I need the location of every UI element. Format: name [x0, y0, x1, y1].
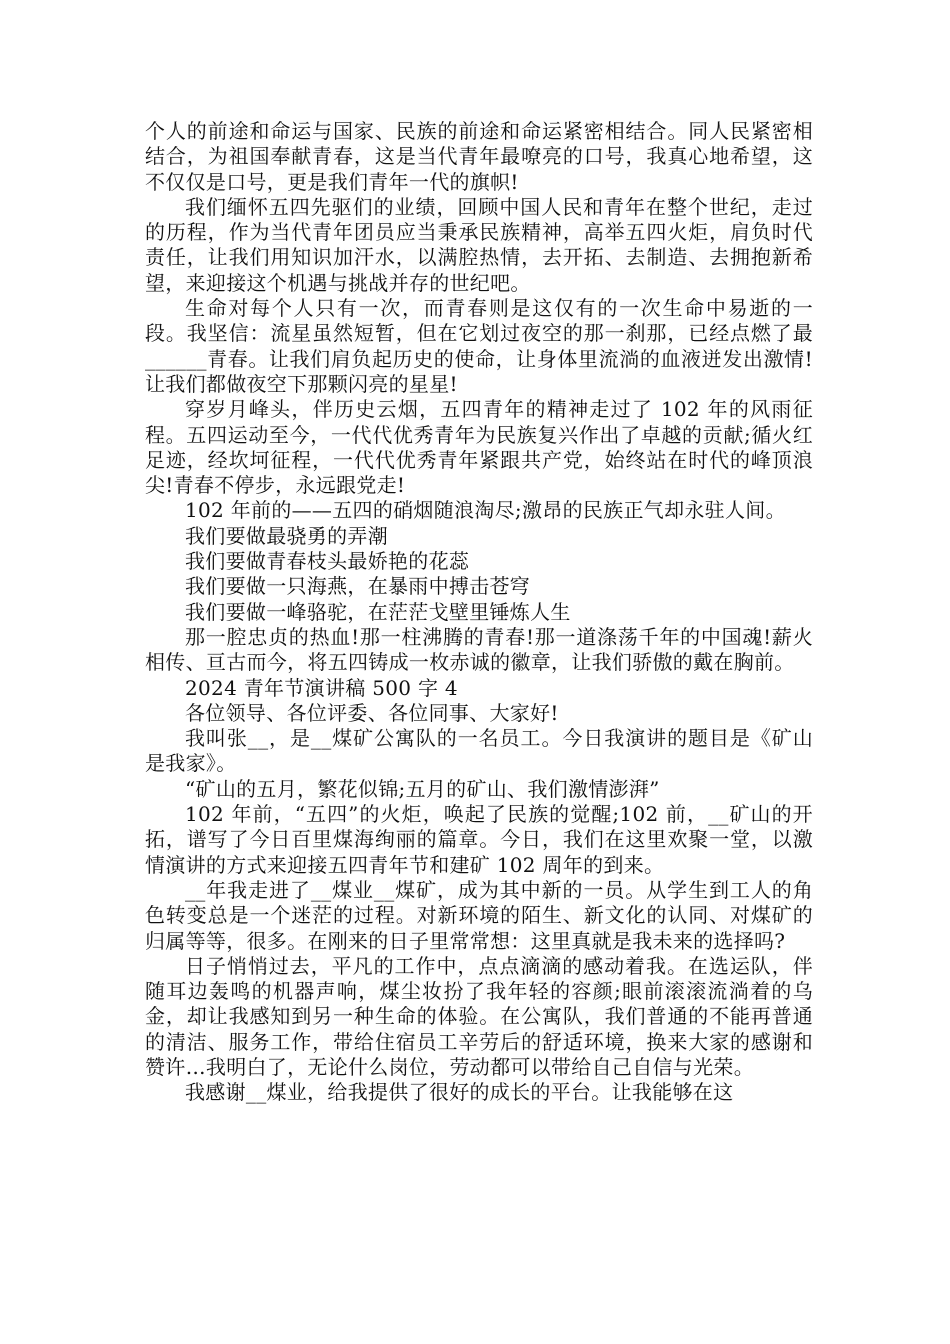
paragraph: 穿岁月峰头，伴历史云烟，五四青年的精神走过了 102 年的风雨征程。五四运动至今，一代代优秀青年为民族复兴作出了卓越的贡献;循火红足迹，经坎坷征程，一代代优秀青年紧跟共产党，始终站在时代的峰顶浪尖!青春不停步，永远跟党走!	[145, 397, 813, 498]
section-heading: 2024 青年节演讲稿 500 字 4	[185, 675, 458, 700]
document-page	[145, 119, 813, 1106]
quote-line: “矿山的五月，繁花似锦;五月的矿山、我们激情澎湃”	[185, 776, 660, 801]
poem-line: 我们要做一峰骆驼，在茫茫戈壁里锤炼人生	[185, 599, 571, 624]
paragraph: 102 年前，“五四”的火炬，唤起了民族的觉醒;102 前，__矿山的开拓，谱写了今日百里煤海绚丽的篇章。今日，我们在这里欢聚一堂，以激情演讲的方式来迎接五四青年节和建矿 102 周年的到来。	[145, 802, 813, 877]
paragraph-continuation: 个人的前途和命运与国家、民族的前途和命运紧密相结合。同人民紧密相结合，为祖国奉献青春，这是当代青年最嘹亮的口号，我真心地希望，这不仅仅是口号，更是我们青年一代的旗帜!	[145, 119, 813, 194]
paragraph: __年我走进了__煤业__煤矿，成为其中新的一员。从学生到工人的角色转变总是一个迷茫的过程。对新环境的陌生、新文化的认同、对煤矿的归属等等，很多。在刚来的日子里常常想：这里真就是我未来的选择吗?	[145, 877, 813, 953]
paragraph: 日子悄悄过去，平凡的工作中，点点滴滴的感动着我。在选运队，伴随耳边轰鸣的机器声响，煤尘妆扮了我年轻的容颜;眼前滚滚流淌着的乌金，却让我感知到另一种生命的体验。在公寓队，我们普通的不能再普通的清洁、服务工作，带给住宿员工辛劳后的舒适环境，换来大家的感谢和赞许…我明白了，无论什么岗位，劳动都可以带给自己自信与光荣。	[145, 953, 813, 1079]
paragraph: 我们缅怀五四先驱们的业绩，回顾中国人民和青年在整个世纪，走过的历程，作为当代青年团员应当秉承民族精神，高举五四火炬，肩负时代责任，让我们用知识加汗水，以满腔热情，去开拓、去制造、去拥抱新希望，来迎接这个机遇与挑战并存的世纪吧。	[145, 194, 813, 295]
paragraph: 我感谢__煤业，给我提供了很好的成长的平台。让我能够在这	[185, 1080, 734, 1105]
paragraph: 102 年前的——五四的硝烟随浪淘尽;激昂的民族正气却永驻人间。	[185, 498, 786, 523]
paragraph: 生命对每个人只有一次，而青春则是这仅有的一次生命中易逝的一段。我坚信：流星虽然短暂，但在它划过夜空的那一刹那，已经点燃了最______青春。让我们肩负起历史的使命，让身体里流淌的血液迸发出激情!让我们都做夜空下那颗闪亮的星星!	[145, 296, 813, 396]
poem-line: 我们要做最骁勇的弄潮	[185, 523, 388, 548]
paragraph: 那一腔忠贞的热血!那一柱沸腾的青春!那一道涤荡千年的中国魂!薪火相传、亘古而今，将五四铸成一枚赤诚的徽章，让我们骄傲的戴在胸前。	[145, 624, 813, 675]
poem-line: 我们要做青春枝头最娇艳的花蕊	[185, 549, 470, 574]
paragraph: 我叫张__，是__煤矿公寓队的一名员工。今日我演讲的题目是《矿山是我家》。	[145, 726, 813, 776]
poem-line: 我们要做一只海燕，在暴雨中搏击苍穹	[185, 574, 531, 599]
greeting-line: 各位领导、各位评委、各位同事、大家好!	[185, 700, 559, 725]
